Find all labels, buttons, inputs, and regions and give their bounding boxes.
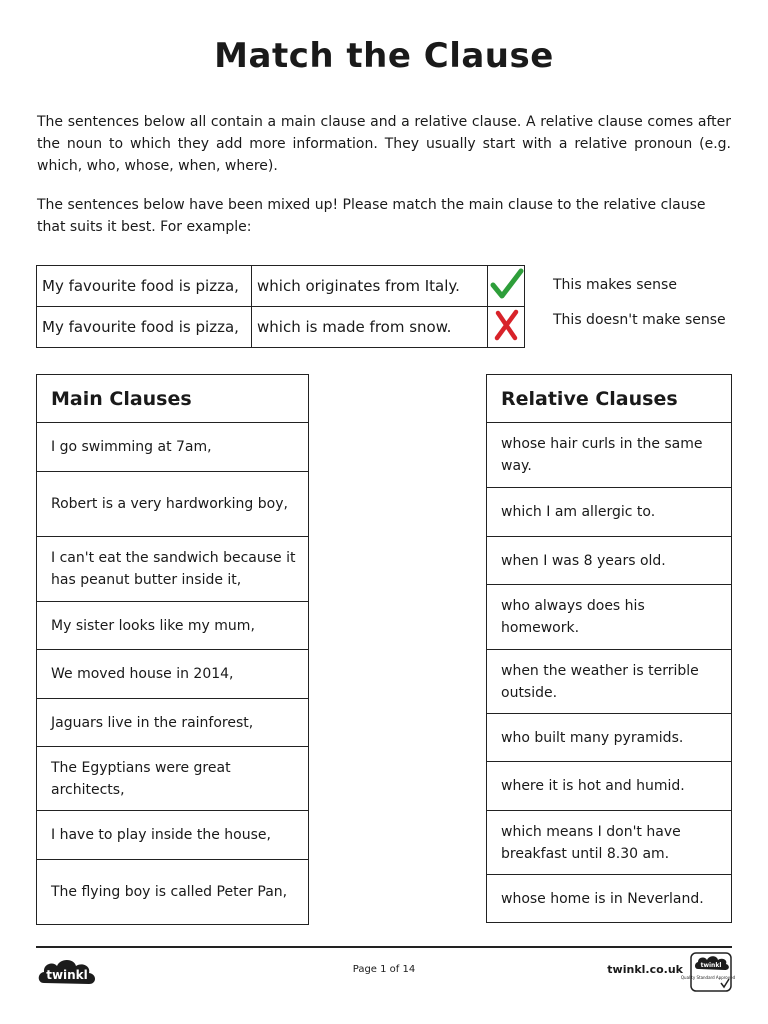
main-clause-card[interactable]: We moved house in 2014, bbox=[37, 650, 308, 699]
example-main-clause: My favourite food is pizza, bbox=[37, 266, 252, 307]
main-clause-card[interactable]: Jaguars live in the rainforest, bbox=[37, 699, 308, 747]
example-verdict-nonsense: This doesn't make sense bbox=[553, 312, 726, 328]
relative-clause-card[interactable]: whose home is in Neverland. bbox=[501, 890, 704, 907]
instructions-paragraph: The sentences below have been mixed up! Please match the main clause to the relative clause that suits it best. For example: bbox=[37, 197, 706, 235]
relative-clauses-heading: Relative Clauses bbox=[487, 375, 731, 423]
intro-paragraph: The sentences below all contain a main clause and a relative clause. A relative clause comes after the noun to which they add more information. They usually start with a relative pronoun (e.g. which, who, whose, when, where). bbox=[37, 114, 731, 174]
check-icon bbox=[488, 266, 525, 307]
main-clause-card[interactable]: My sister looks like my mum, bbox=[37, 602, 308, 650]
cross-icon bbox=[488, 307, 525, 348]
relative-clause-card[interactable]: when I was 8 years old. bbox=[487, 537, 731, 585]
logo-text: twinkl bbox=[46, 968, 88, 982]
footer-divider bbox=[36, 946, 732, 948]
example-row bbox=[37, 307, 525, 348]
badge-text: twinkl bbox=[700, 962, 722, 969]
main-clause-card[interactable]: The flying boy is called Peter Pan, bbox=[51, 884, 288, 900]
page-title: Match the Clause bbox=[214, 36, 554, 76]
example-relative-clause: which originates from Italy. bbox=[252, 266, 488, 307]
relative-clause-card[interactable]: which means I don't have breakfast until 8.30 am. bbox=[487, 811, 731, 875]
main-clause-card[interactable]: The Egyptians were great architects, bbox=[37, 747, 308, 811]
relative-clauses-column bbox=[486, 374, 732, 923]
example-relative-clause: which is made from snow. bbox=[252, 307, 488, 348]
relative-clause-card[interactable]: who always does his homework. bbox=[487, 585, 731, 650]
example-table bbox=[36, 265, 525, 348]
main-clause-card[interactable]: I can't eat the sandwich because it has peanut butter inside it, bbox=[37, 537, 308, 602]
main-clause-card[interactable]: I go swimming at 7am, bbox=[37, 423, 308, 472]
example-row bbox=[37, 266, 525, 307]
relative-clause-card[interactable]: which I am allergic to. bbox=[487, 488, 731, 537]
main-clauses-column bbox=[36, 374, 309, 925]
example-main-clause: My favourite food is pizza, bbox=[37, 307, 252, 348]
quality-badge-icon bbox=[680, 952, 736, 992]
site-url[interactable]: twinkl.co.uk bbox=[607, 963, 683, 976]
relative-clause-card[interactable]: where it is hot and humid. bbox=[487, 762, 731, 811]
example-verdict-sense: This makes sense bbox=[553, 277, 677, 293]
relative-clause-card[interactable]: who built many pyramids. bbox=[487, 714, 731, 762]
main-clause-card[interactable]: Robert is a very hardworking boy, bbox=[37, 472, 308, 537]
page-number: Page 1 of 14 bbox=[352, 964, 416, 975]
main-clause-card[interactable]: I have to play inside the house, bbox=[37, 811, 308, 860]
badge-subtext: Quality Standard Approved bbox=[680, 975, 736, 980]
main-clauses-heading: Main Clauses bbox=[37, 375, 308, 423]
relative-clause-card[interactable]: whose hair curls in the same way. bbox=[487, 423, 731, 488]
relative-clause-card[interactable]: when the weather is terrible outside. bbox=[487, 650, 731, 714]
